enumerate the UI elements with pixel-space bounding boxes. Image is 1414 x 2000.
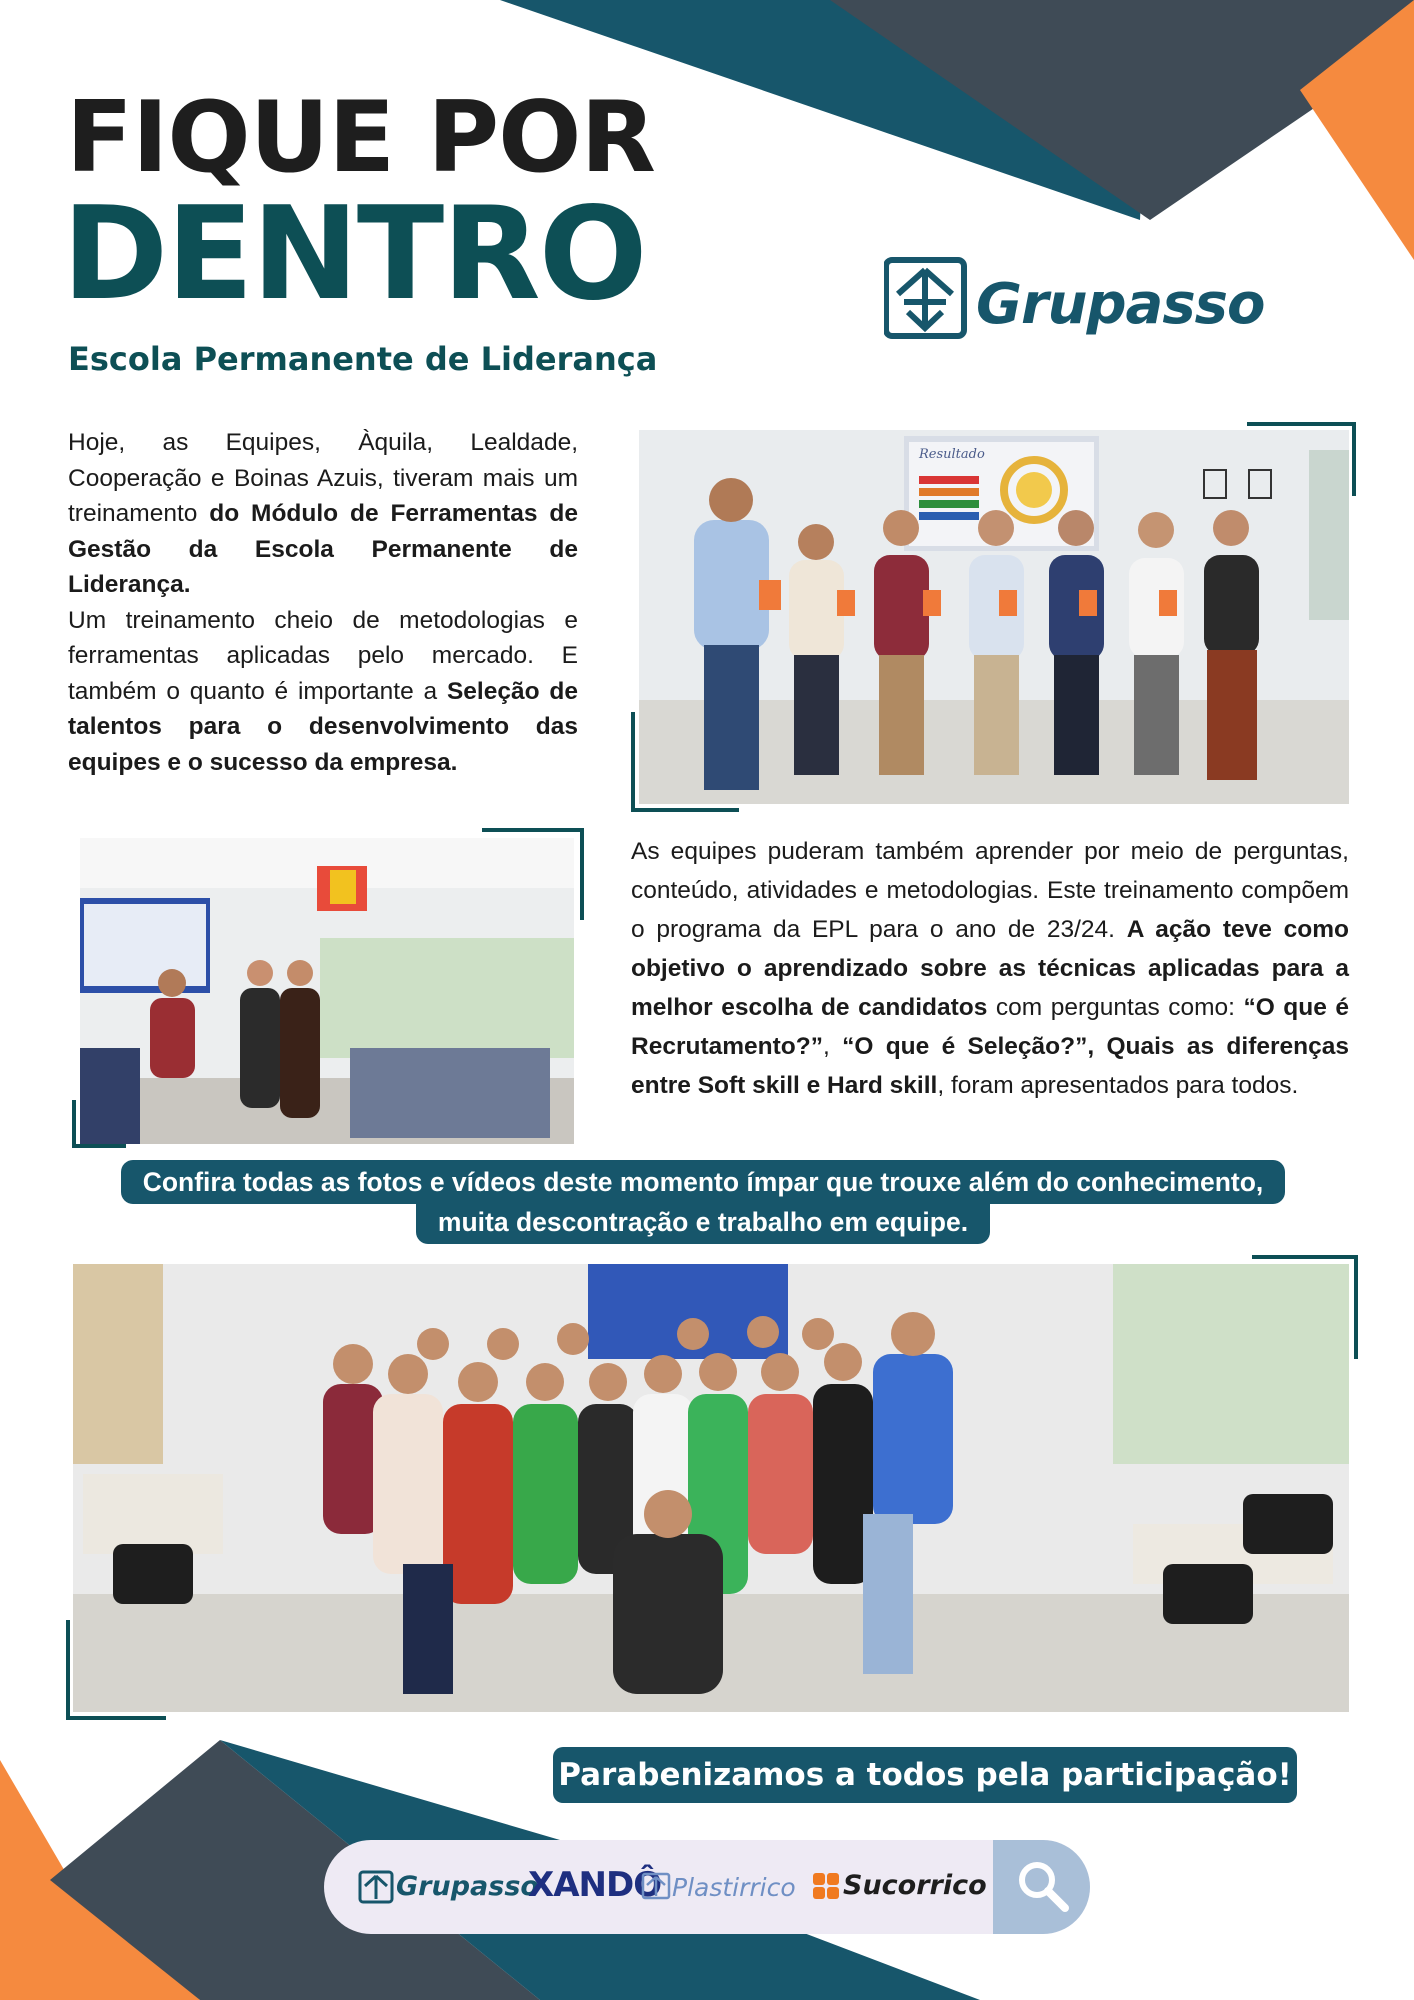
page-title-line2: DENTRO [62, 180, 646, 329]
footer-logo-sucorrico: Sucorrico [843, 1870, 987, 1901]
banner-line1: Confira todas as fotos e vídeos deste momento ímpar que trouxe além do conhecimento, [121, 1160, 1286, 1204]
page-title-line1: FIQUE POR [66, 81, 655, 195]
photo-award-group [639, 430, 1349, 804]
photo-full-group [73, 1264, 1349, 1712]
sucorrico-logo-icon [812, 1872, 840, 1900]
footer-logo-xando: XANDÔ [528, 1865, 662, 1905]
photo-classroom-activity [80, 838, 574, 1144]
banner-line2: muita descontração e trabalho em equipe. [416, 1202, 990, 1244]
footer-logo-grupasso: Grupasso [396, 1871, 539, 1902]
page-subtitle: Escola Permanente de Liderança [68, 340, 658, 378]
search-icon [1015, 1858, 1071, 1914]
detail-paragraph: As equipes puderam também aprender por meio de perguntas, conteúdo, atividades e metodologias. Este treinamento compõem o programa da EPL para o ano de 23/24. A ação teve como objetivo o aprendizado sobre as técnicas aplicadas para a melhor escolha de candidatos com perguntas como: “O que é Recrutamento?”, “O que é Seleção?”, Quais as diferenças entre Soft skill e Hard skill, foram apresentados para todos. [631, 838, 1349, 1099]
footer-logo-plastirrico: Plastirrico [672, 1873, 796, 1902]
photos-banner [78, 1160, 1328, 1244]
grupasso-arrow-logo-icon [358, 1870, 394, 1904]
svg-text:Resultado: Resultado [919, 447, 985, 462]
plastirrico-logo-icon [641, 1872, 671, 1900]
congratulations-banner: Parabenizamos a todos pela participação! [553, 1747, 1297, 1803]
brand-name: Grupasso [976, 272, 1265, 337]
footer-search-button[interactable] [993, 1840, 1090, 1934]
intro-paragraph: Hoje, as Equipes, Àquila, Lealdade, Cooperação e Boinas Azuis, tiveram mais um treinamento do Módulo de Ferramentas de Gestão da Escola Permanente de Liderança. Um treinamento cheio de metodologias e ferramentas aplicadas pelo mercado. E também o quanto é importante a Seleção de talentos para o desenvolvimento das equipes e o sucesso da empresa. [68, 429, 578, 776]
